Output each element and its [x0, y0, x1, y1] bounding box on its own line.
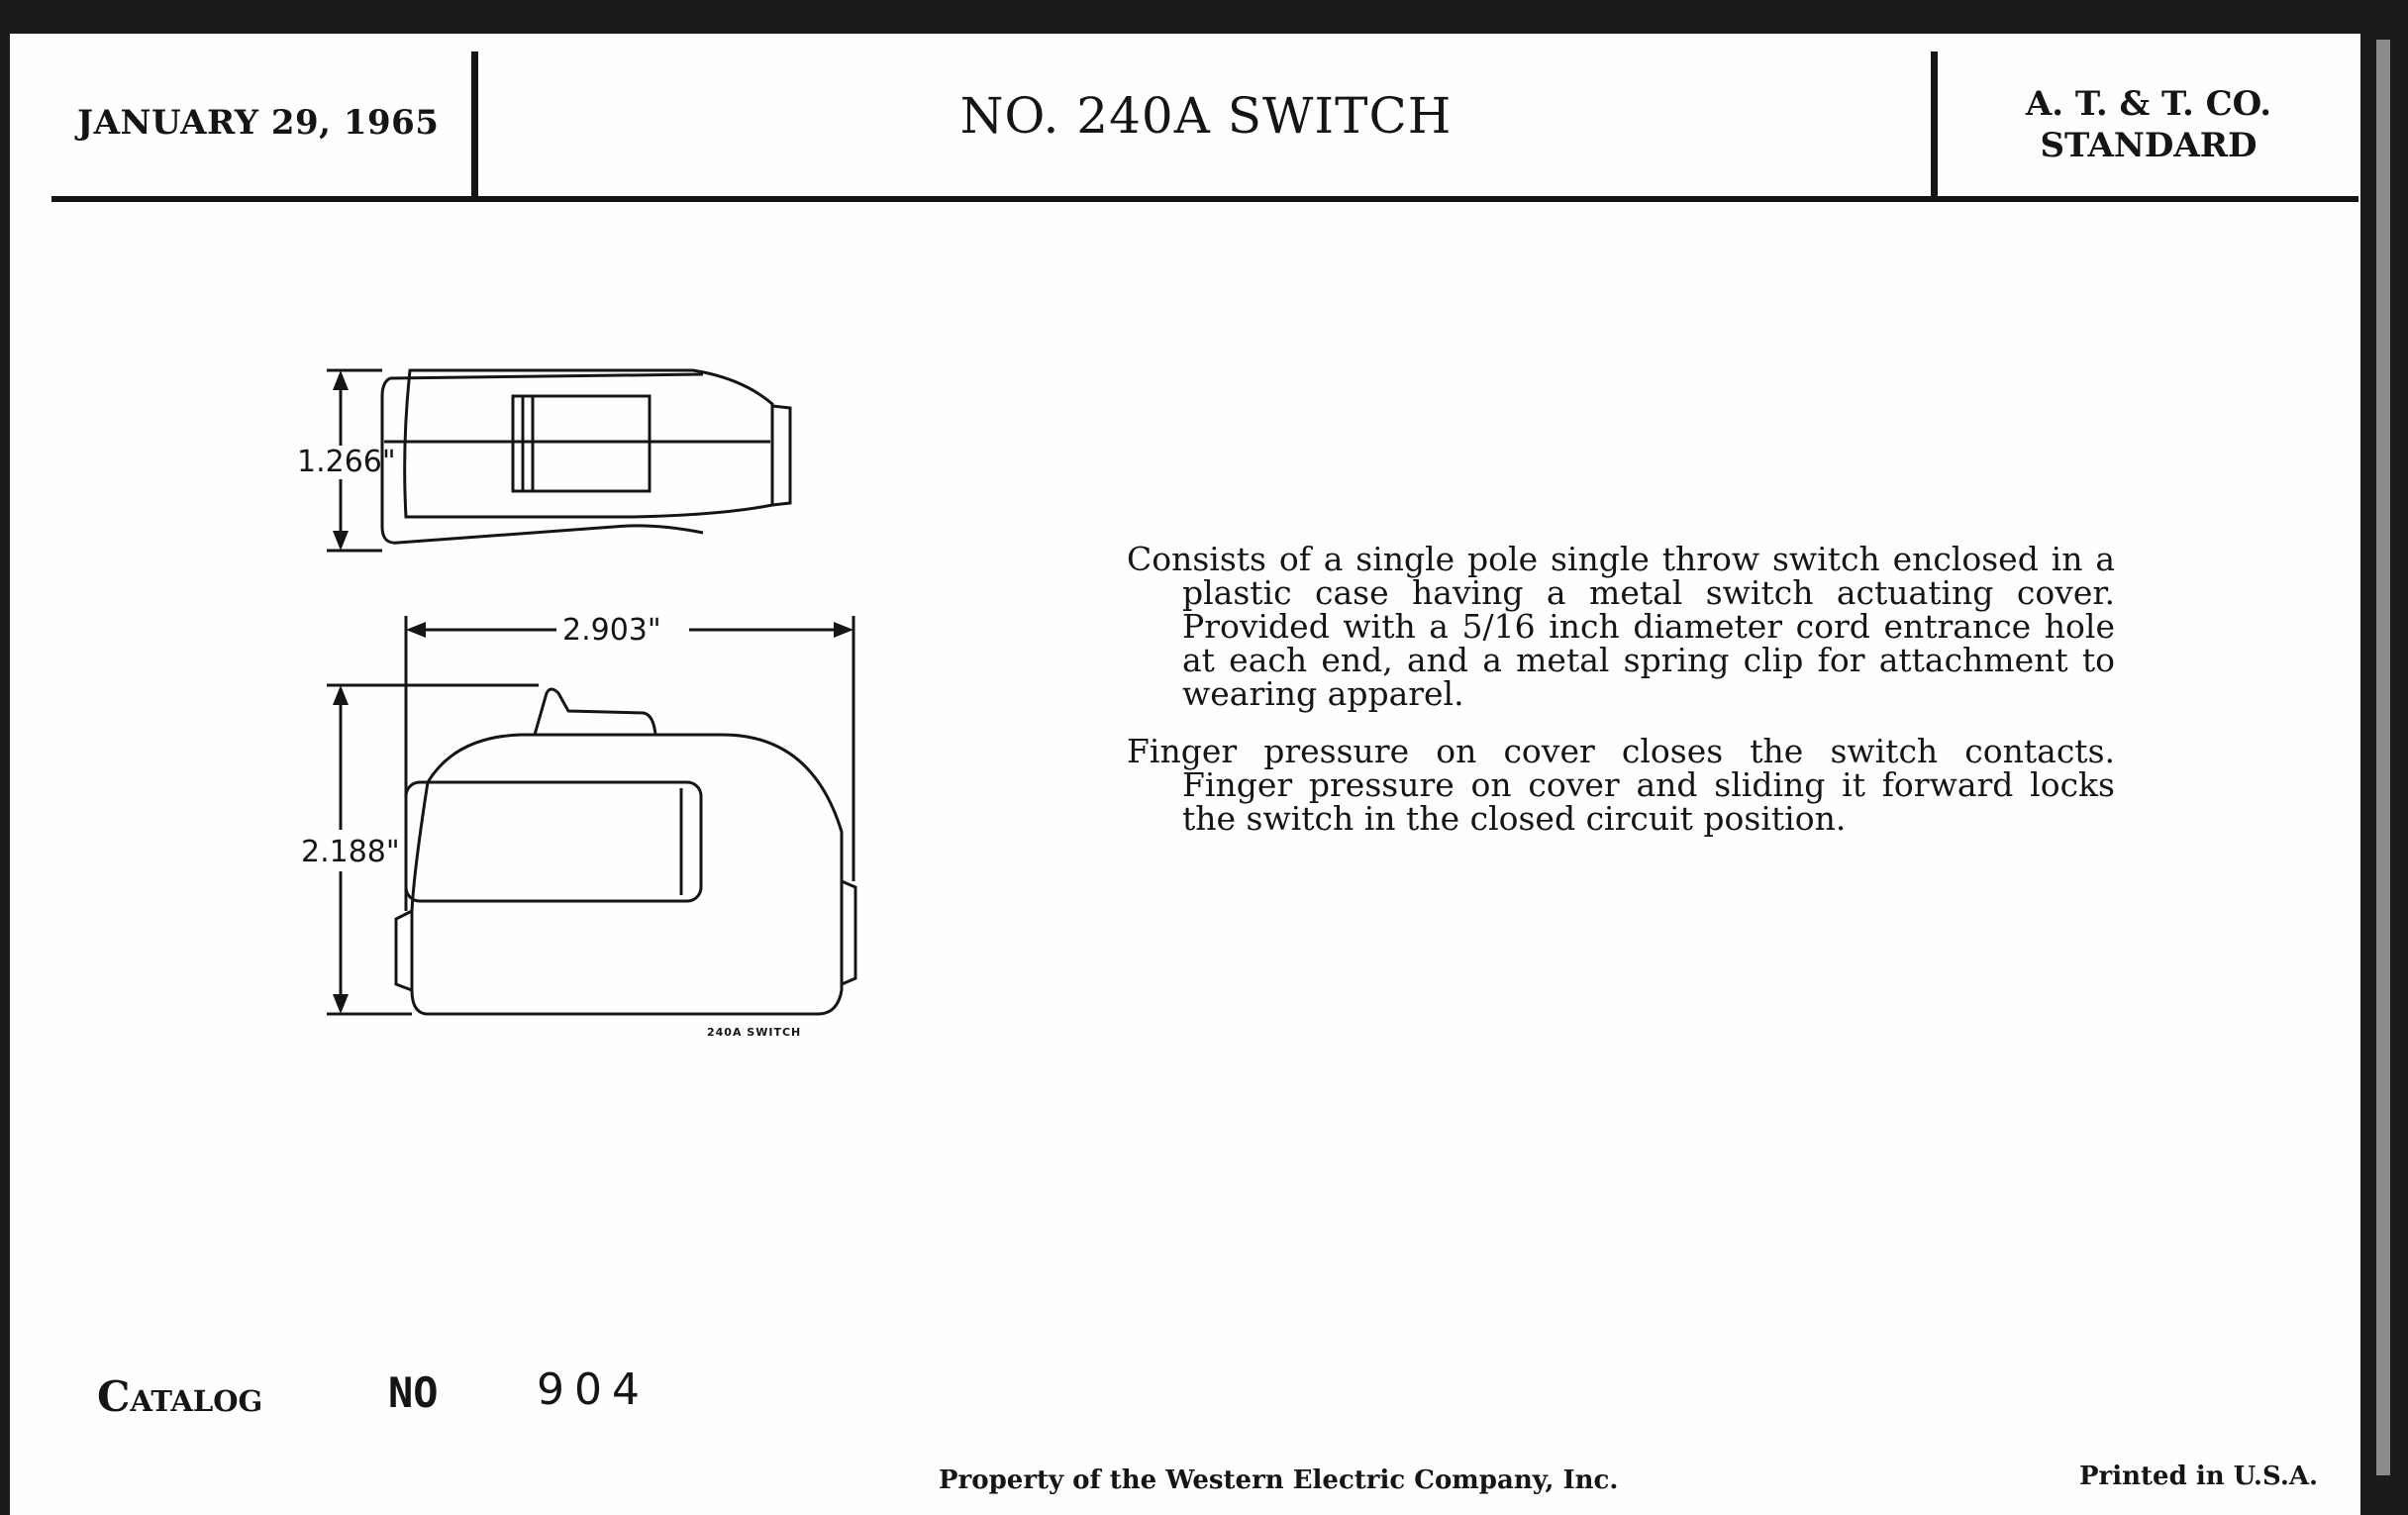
footer-property: Property of the Western Electric Company, Inc. — [939, 1465, 1619, 1495]
header-rule — [51, 196, 2358, 202]
dim-height-front: 2.188" — [301, 835, 400, 869]
description-paragraph-2: Finger pressure on cover closes the switch contacts. Finger pressure on cover and sliding it forward locks the switch in the closed circuit position. — [1127, 732, 2115, 838]
header-divider-right — [1931, 51, 1938, 198]
dim-height-side: 1.266" — [297, 445, 396, 479]
catalog-no: NO — [388, 1368, 439, 1417]
catalog-number: 904 — [537, 1364, 650, 1415]
description — [1127, 540, 2115, 859]
header-standard — [1960, 83, 2337, 166]
header-date: JANUARY 29, 1965 — [77, 103, 440, 143]
footer-printed: Printed in U.S.A. — [2079, 1462, 2319, 1491]
catalog-label: Catalog — [97, 1372, 263, 1421]
scan-edge-strip — [2376, 40, 2390, 1475]
header-title: NO. 240A SWITCH — [959, 87, 1453, 145]
switch-drawing — [287, 356, 881, 1050]
description-paragraph-1: Consists of a single pole single throw switch enclosed in a plastic case having a metal switch actuating cover. Provided with a 5/16 inch diameter cord entrance hole at each end, and a metal spring clip for attachment to wearing apparel. — [1127, 540, 2115, 713]
scan-edge — [2360, 0, 2408, 1515]
drawing-caption: 240A SWITCH — [707, 1026, 802, 1039]
header-divider-left — [471, 51, 478, 198]
header-standard-line1: A. T. & T. CO. — [2025, 84, 2272, 124]
dim-width: 2.903" — [562, 613, 661, 648]
header-standard-line2: STANDARD — [2040, 126, 2258, 165]
